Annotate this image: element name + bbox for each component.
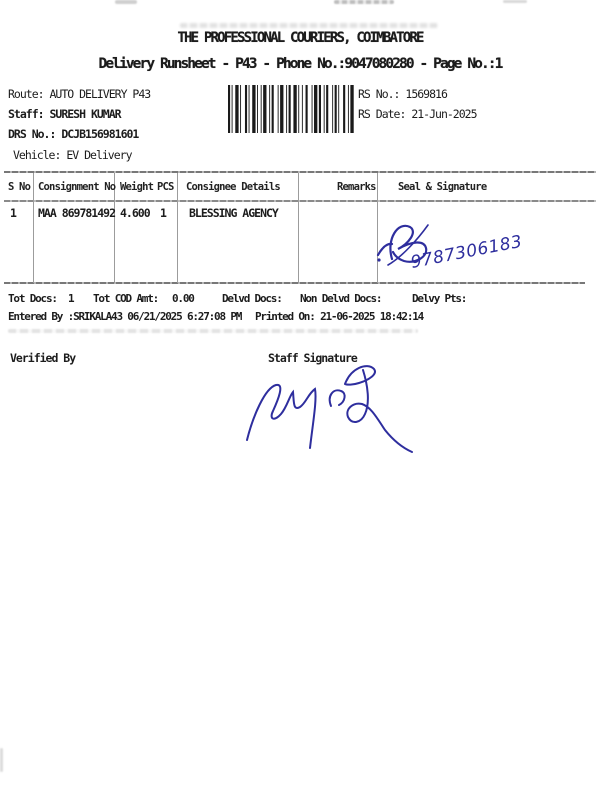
- staff-value: SURESH KUMAR: [49, 107, 121, 121]
- entered-by-line: Entered By :SRIKALA43 06/21/2025 6:27:08 PM: [8, 310, 242, 323]
- scan-artifact: [0, 748, 3, 772]
- rs-no-line: [358, 88, 447, 101]
- barcode-icon: [228, 85, 354, 133]
- staff-line: [8, 108, 121, 121]
- consignee-signature: [370, 215, 530, 285]
- rs-no-value: 1569816: [405, 87, 447, 101]
- drs-label: DRS No.:: [8, 127, 56, 141]
- vehicle-label: Vehicle:: [13, 148, 61, 162]
- col-header-remarks: Remarks: [337, 181, 376, 193]
- route-line: [8, 88, 150, 101]
- non-delvd-docs-label: Non Delvd Docs:: [300, 292, 382, 305]
- verified-by-label: Verified By: [10, 351, 76, 365]
- col-header-s-no: S No: [8, 181, 31, 193]
- tot-docs-label: Tot Docs:: [8, 292, 57, 305]
- handwritten-phone-number: 9787306183: [409, 231, 525, 273]
- route-value: AUTO DELIVERY P43: [49, 87, 151, 101]
- drs-no-line: [8, 128, 138, 141]
- delvd-docs-label: Delvd Docs:: [222, 292, 282, 305]
- vehicle-line: [13, 149, 132, 162]
- cell-pcs: 1: [160, 206, 166, 220]
- vehicle-value: EV Delivery: [66, 148, 132, 162]
- table-column-line: [177, 173, 178, 283]
- printed-on-line: Printed On: 21-06-2025 18:42:14: [255, 310, 424, 323]
- page-subtitle: Delivery Runsheet - P43 - Phone No.:9047080280 - Page No.:1: [98, 56, 502, 72]
- cell-consignee: BLESSING AGENCY: [189, 206, 278, 220]
- tot-cod-label: Tot COD Amt:: [93, 292, 159, 305]
- staff-label: Staff:: [8, 107, 44, 121]
- table-column-line: [298, 173, 299, 283]
- rs-date-label: RS Date:: [358, 107, 406, 121]
- route-label: Route:: [8, 87, 44, 101]
- table-top-border: [4, 171, 596, 173]
- staff-signature: [235, 358, 415, 458]
- scan-artifact: [503, 0, 527, 3]
- ghost-print-line: [180, 23, 438, 28]
- scan-artifact: [115, 0, 137, 4]
- col-header-pcs: PCS: [157, 181, 174, 193]
- cell-consignment-no: MAA 869781492: [38, 206, 116, 220]
- col-header-seal-signature: Seal & Signature: [398, 181, 487, 193]
- rs-date-value: 21-Jun-2025: [411, 107, 477, 121]
- col-header-weight: Weight: [120, 181, 154, 193]
- table-header-border: [4, 200, 596, 202]
- rs-no-label: RS No.:: [358, 87, 400, 101]
- delvy-pts-label: Delvy Pts:: [412, 292, 467, 305]
- page-title: THE PROFESSIONAL COURIERS, COIMBATORE: [177, 30, 423, 46]
- cell-weight: 4.600: [120, 206, 150, 220]
- col-header-consignee: Consignee Details: [186, 181, 280, 193]
- rs-date-line: [358, 108, 477, 121]
- ghost-print-line: [8, 329, 418, 333]
- tot-docs-value: 1: [68, 292, 74, 305]
- table-column-line: [33, 173, 34, 283]
- tot-cod-value: 0.00: [172, 292, 194, 305]
- col-header-consignment-no: Consignment No: [38, 181, 116, 193]
- drs-value: DCJB156981601: [61, 127, 139, 141]
- staff-signature-label: Staff Signature: [268, 351, 357, 365]
- scan-artifact: [334, 0, 394, 4]
- cell-s-no: 1: [10, 206, 16, 220]
